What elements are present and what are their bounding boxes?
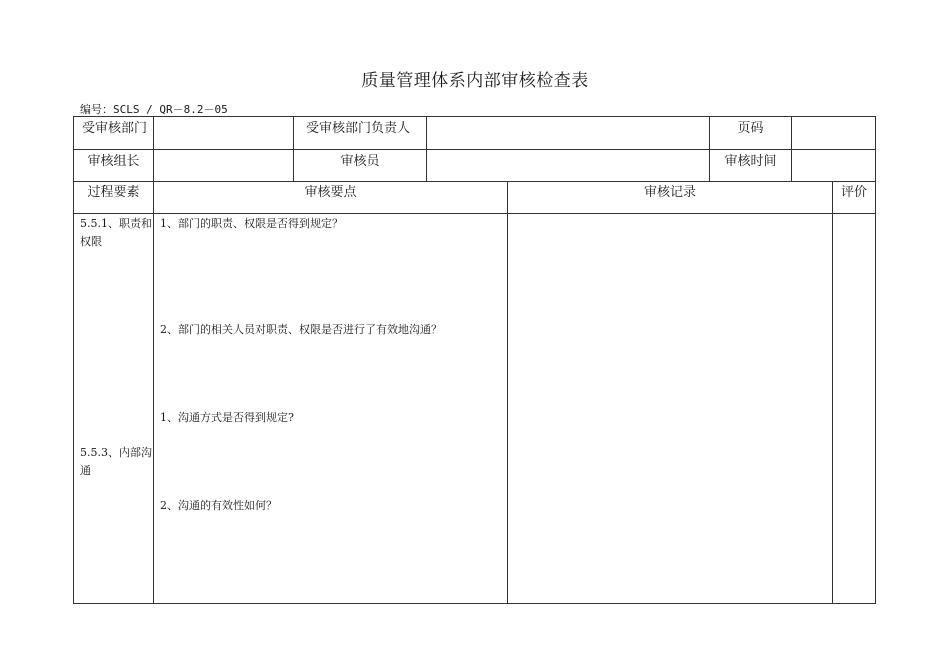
audited-dept-field[interactable]: [154, 117, 293, 149]
dept-owner-field[interactable]: [427, 117, 709, 149]
process-element-communication: 5.5.3、内部沟通: [80, 446, 152, 477]
checkpoint-item: 1、部门的职责、权限是否得到规定？: [160, 217, 343, 230]
audited-dept-label: 受审核部门: [82, 121, 148, 136]
page-title: 质量管理体系内部审核检查表: [361, 71, 589, 91]
page-number-field[interactable]: [792, 117, 875, 149]
column-header-process-element: 过程要素: [87, 185, 140, 200]
process-element-responsibility: 5.5.1、职责和权限: [80, 217, 152, 248]
page-number-label: 页码: [737, 121, 764, 136]
auditor-label: 审核员: [340, 154, 380, 169]
dept-owner-label: 受审核部门负责人: [306, 121, 411, 136]
audit-records-area[interactable]: [508, 214, 832, 603]
table-border-bottom: [73, 603, 876, 604]
table-divider: [153, 181, 154, 604]
table-border-right: [875, 116, 876, 604]
column-header-evaluation: 评价: [840, 185, 867, 200]
evaluation-area[interactable]: [833, 214, 875, 603]
audit-time-field[interactable]: [792, 150, 875, 181]
column-header-audit-records: 审核记录: [643, 185, 696, 200]
document-number: 编号：SCLS / QR－8.2－05: [80, 103, 228, 116]
audit-time-label: 审核时间: [724, 154, 777, 169]
checkpoint-item: 2、部门的相关人员对职责、权限是否进行了有效地沟通？: [160, 323, 442, 336]
checkpoint-item: 2、沟通的有效性如何？: [160, 499, 277, 512]
column-header-audit-points: 审核要点: [304, 185, 357, 200]
audit-leader-field[interactable]: [154, 150, 293, 181]
checkpoint-item: 1、沟通方式是否得到规定?: [160, 411, 294, 424]
auditor-field[interactable]: [427, 150, 709, 181]
audit-leader-label: 审核组长: [87, 154, 140, 169]
